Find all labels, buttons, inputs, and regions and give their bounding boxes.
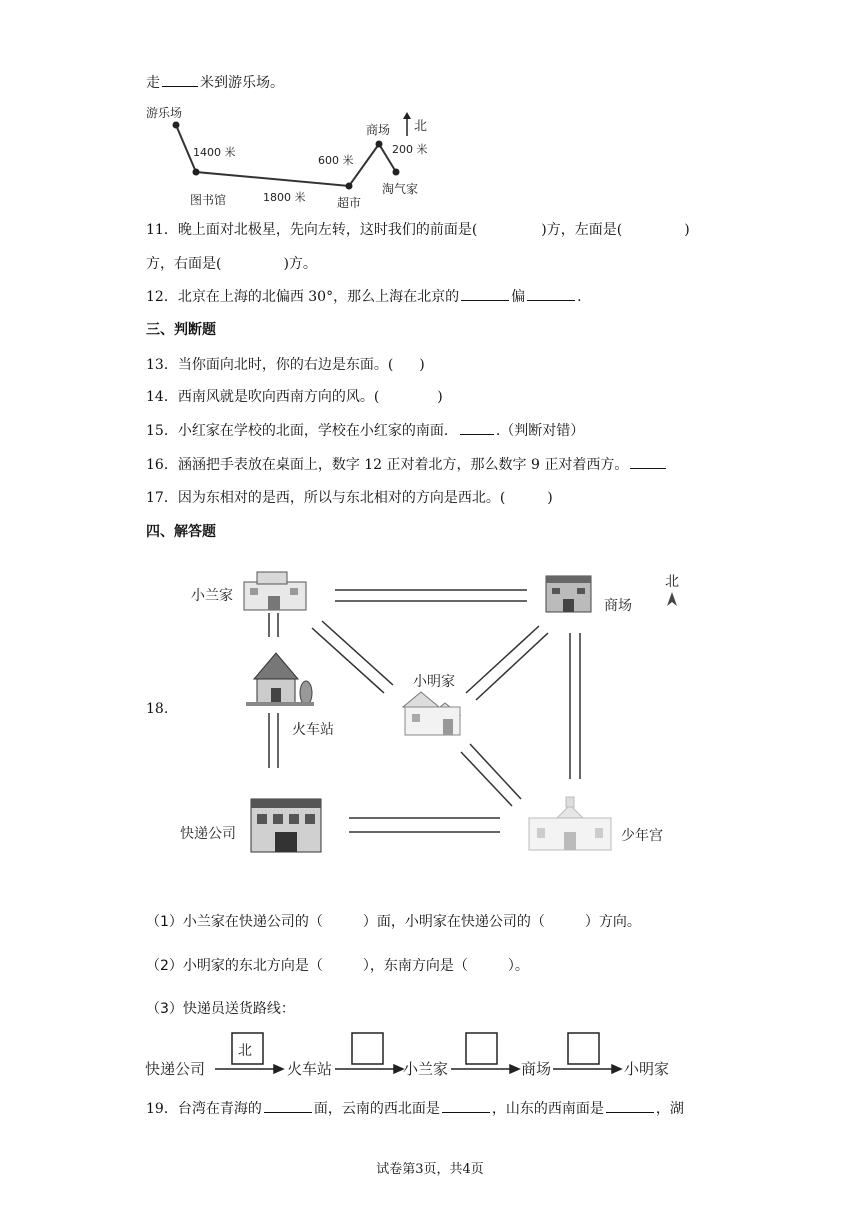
q12-text-a: 12．北京在上海的北偏西 30°，那么上海在北京的 [146,289,460,305]
route-stop-xiaolan-home: 小兰家 [403,1060,449,1078]
north-label: 北 [414,119,428,134]
q11-text-d: 方，右面是( [146,256,222,272]
route-box-4[interactable] [568,1033,599,1064]
q11-text-a: 11．晚上面对北极星，先向左转，这时我们的前面是( [146,222,478,238]
q10-text-a: 走 [146,75,160,91]
q14-text-b: ) [437,389,443,405]
page-footer: 试卷第3页，共4页 [376,1162,484,1177]
q19-blank-1[interactable] [264,1098,312,1113]
section-4-heading: 四、解答题 [146,524,216,540]
q12-text-b: 偏 [511,289,526,305]
label-youth-palace: 少年宫 [621,828,663,844]
route-stop-express: 快递公司 [145,1060,206,1078]
q19-text-d: ，湖 [655,1101,684,1117]
q18-sub1-text-a: （1）小兰家在快递公司的（ [146,914,323,930]
q17-text-a: 17．因为东相对的是西，所以与东北相对的方向是西北。( [146,490,506,506]
q19-text-b: 面，云南的西北面是 [313,1101,440,1117]
q16-text-a: 16．涵涵把手表放在桌面上，数字 12 正对着北方，那么数字 9 正对着西方。 [146,457,629,473]
map-north-label: 北 [665,574,679,590]
label-xiaoming-home: 小明家 [413,674,455,690]
q18-sub2-text-c: ）。 [507,958,529,974]
q12-text-c: . [577,289,582,305]
label-mall: 商场 [604,598,632,614]
q19 [146,1098,684,1119]
q13-text-a: 13．当你面向北时，你的右边是东面。( [146,357,394,373]
q13-text-b: ) [419,357,425,373]
distance-1800: 1800 米 [263,191,306,204]
route-stop-xiaoming-home: 小明家 [624,1060,670,1078]
q18-sub3: （3）快递员送货路线： [146,1001,295,1017]
label-xiaolan-home: 小兰家 [191,588,233,604]
q18-sub2-text-b: ），东南方向是（ [362,958,468,974]
q19-text-c: ，山东的西南面是 [491,1101,604,1117]
distance-600: 600 米 [318,154,354,167]
route-stop-train-station: 火车站 [287,1060,333,1078]
q11-text-c: ) [684,222,690,238]
distance-200: 200 米 [392,143,428,156]
route-stop-mall: 商场 [521,1060,552,1078]
section-3-heading: 三、判断题 [146,322,216,338]
q17-text-b: ) [547,490,553,506]
q19-blank-2[interactable] [442,1098,490,1113]
q18-sub1-text-c: ）方向。 [584,914,641,930]
place-mall: 商场 [366,123,391,137]
q18-number: 18. [146,701,169,717]
place-supermarket: 超市 [337,196,362,210]
q10-text-b: 米到游乐场。 [200,75,284,91]
q19-blank-3[interactable] [606,1098,654,1113]
place-amusement-park: 游乐场 [146,106,183,120]
label-train-station: 火车站 [292,722,334,738]
label-express-company: 快递公司 [180,826,236,842]
q11-text-e: )方。 [283,256,317,272]
q15-text-a: 15．小红家在学校的北面，学校在小红家的南面． [146,423,458,439]
q11-text-b: )方，左面是( [541,222,623,238]
route-box-1-text: 北 [238,1043,252,1059]
q15-text-b: .（判断对错） [495,423,585,439]
route-box-3[interactable] [466,1033,497,1064]
route-box-2[interactable] [352,1033,383,1064]
distance-1400: 1400 米 [193,146,236,159]
q14-text-a: 14．西南风就是吹向西南方向的风。( [146,389,380,405]
place-library: 图书馆 [190,193,227,207]
q19-text-a: 19．台湾在青海的 [146,1101,262,1117]
q18-sub2-text-a: （2）小明家的东北方向是（ [146,958,323,974]
place-taoqi-home: 淘气家 [382,182,419,196]
q18-sub1-text-b: ）面，小明家在快递公司的（ [362,914,545,930]
